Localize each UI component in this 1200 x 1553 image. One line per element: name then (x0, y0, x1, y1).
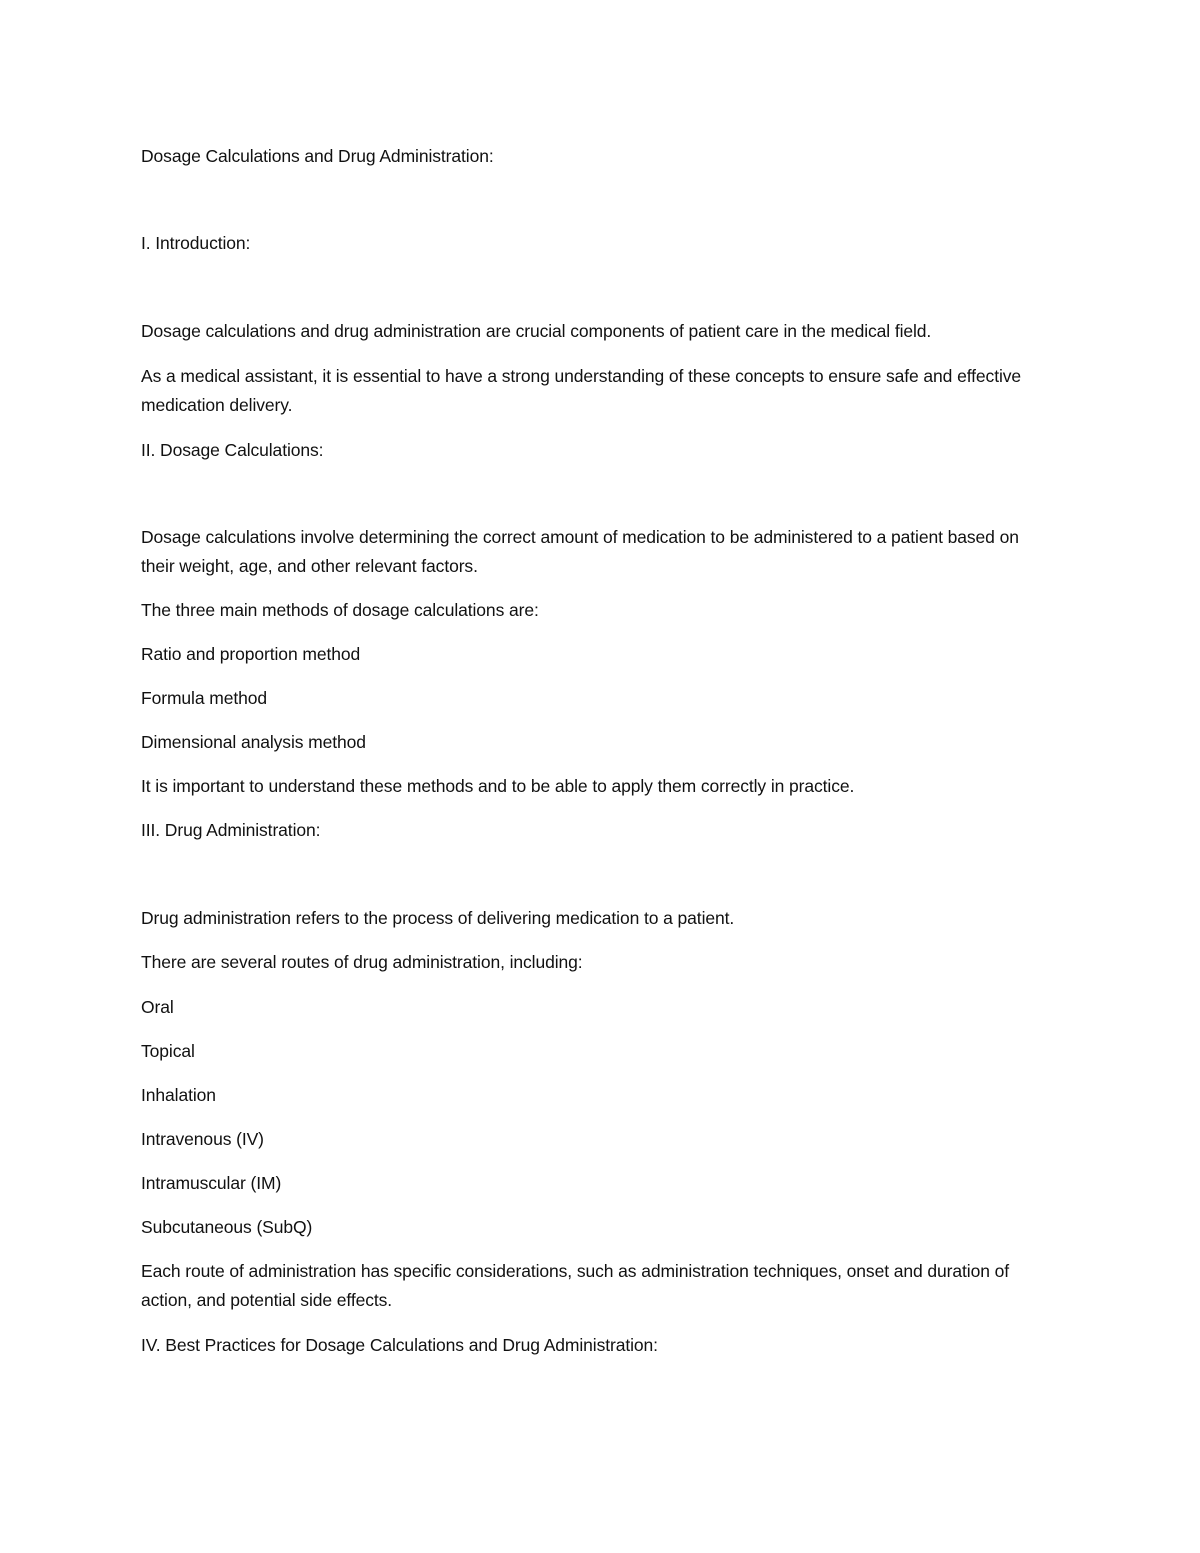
intro-paragraph-2: As a medical assistant, it is essential to have a strong understanding of these concepts to ensure safe and effective medication delivery. (141, 366, 1022, 415)
method-item-dimensional-analysis: Dimensional analysis method (141, 732, 366, 752)
administration-paragraph-1: Drug administration refers to the process of delivering medication to a patient. (141, 908, 735, 928)
dosage-paragraph-1: Dosage calculations involve determining the correct amount of medication to be administered to a patient based on their weight, age, and other relevant factors. (141, 527, 1019, 576)
section-heading-introduction: I. Introduction: (141, 233, 251, 253)
section-heading-drug-administration: III. Drug Administration: (141, 820, 321, 840)
document-title: Dosage Calculations and Drug Administration: (141, 146, 494, 166)
route-item-topical: Topical (141, 1041, 195, 1061)
route-item-intravenous: Intravenous (IV) (141, 1129, 264, 1149)
section-heading-dosage-calculations: II. Dosage Calculations: (141, 440, 324, 460)
dosage-closing-paragraph: It is important to understand these methods and to be able to apply them correctly in practice. (141, 776, 855, 796)
route-item-subcutaneous: Subcutaneous (SubQ) (141, 1217, 313, 1237)
section-heading-best-practices: IV. Best Practices for Dosage Calculations and Drug Administration: (141, 1335, 658, 1355)
route-item-inhalation: Inhalation (141, 1085, 216, 1105)
intro-paragraph-1: Dosage calculations and drug administration are crucial components of patient care in the medical field. (141, 321, 932, 341)
method-item-ratio-proportion: Ratio and proportion method (141, 644, 361, 664)
route-item-oral: Oral (141, 997, 174, 1017)
route-item-intramuscular: Intramuscular (IM) (141, 1173, 282, 1193)
dosage-paragraph-2: The three main methods of dosage calculations are: (141, 600, 539, 620)
administration-closing-paragraph: Each route of administration has specific considerations, such as administration techniques, onset and duration of action, and potential side effects. (141, 1261, 1009, 1310)
method-item-formula: Formula method (141, 688, 268, 708)
administration-paragraph-2: There are several routes of drug administration, including: (141, 952, 583, 972)
